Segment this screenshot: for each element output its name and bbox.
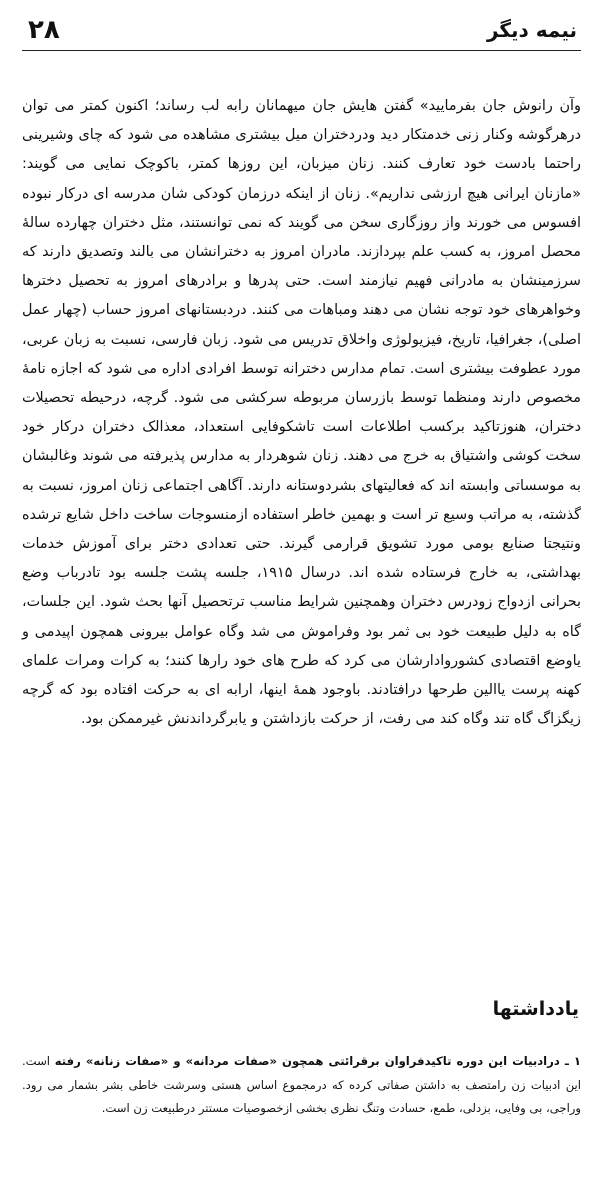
running-title: نیمه دیگر (486, 18, 577, 42)
footnote-1-body: است. این ادبیات زن رامتصف به داشتن صفاتی کرده که درمجموع اساس هستی وسرشت خاطی بشر بشمار می رود. وراجی، بی وفایی، بزدلی، طمع، حسادت وتنگ نظری بخشی ازخصوصیات مستتر درطبیعت زن است. (22, 1054, 581, 1115)
body-paragraph: وآن رانوش جان بفرمایید» گفتن هایش جان میهمانان رابه لب رساند؛ اکنون کمتر می توان درهرگوشه وکنار زنی خدمتکار دید ودردختران میل بیشتری مشاهده می شود که چای وشیرینی راحتما بادست خود تعارف کنند. زنان میزبان، این روزها کمتر، باکوچک نمایی می گویند: «مازنان ایرانی هیچ ارزشی نداریم». زنان از اینکه درزمان کودکی شان مدرسه ای درکار نبوده افسوس می خورند واز روزگاری سخن می گویند که نمی توانستند، مثل دختران چهارده سالهٔ محصل امروز، به کسب علم بپردازند. مادران امروز به دخترانشان می بالند وتصدیق دارند که سرزمینشان به مادرانی فهیم نیازمند است. حتی پدرها و برادرهای امروز به تحصیل دخترها وخواهرهای خود توجه نشان می دهند ومباهات می کنند. دردبستانهای امروز حساب (چهار عمل اصلی)، جغرافیا، تاریخ، فیزیولوژی واخلاق تدریس می شود. زبان فارسی، نسبت به زبان عربی، مورد عطوفت بیشتری است. تمام مدارس دخترانه توسط افرادی اداره می شود که اجازه نامهٔ مخصوص دارند ومنظما توسط بازرسان مربوطه سرکشی می شود. گرچه، درحیطه تحصیلات دختران، هنوزتاکید برکسب اطلاعات است تاشکوفایی استعداد، معذالک دختران درکار خود سخت کوشی واشتیاق به خرج می دهند. زنان شوهردار به مدارس پذیرفته می شوند وغالبشان به موسساتی وابسته اند که فعالیتهای بشردوستانه دارند. آگاهی اجتماعی زنان امروز، نسبت به گذشته، به مراتب وسیع تر است و بهمین خاطر استفاده ازمنسوجات ساخت داخل شایع ترشده ونتیجتا صنایع بومی مورد تشویق قرارمی گیرند. حتی تعدادی دختر برای آموزش خدمات بهداشتی، به خارج فرستاده شده اند. درسال ۱۹۱۵، جلسه پشت جلسه بود تادرباب وضع بحرانی ازدواج زودرس دختران وهمچنین شرایط مناسب ترتحصیل آنها بحث شود. این جلسات، گاه به دلیل طبیعت خود بی ثمر بود وفراموش می شد وگاه عوامل بیرونی همچون اپیدمی و یاوضع اقتصادی کشوروادارشان می کرد که طرح های خود رارها کنند؛ به کرات ومرات علمای کهنه پرست یاالین طرحها درافتادند. باوجود همهٔ اینها، ارابه ای به حرکت افتاده بود که گرچه زیگزاگ گاه تند وگاه کند می رفت، از حرکت بازداشتن و یابرگرداندنش غیرممکن بود. (22, 98, 581, 728)
body-text (22, 92, 581, 734)
footnotes (22, 1050, 581, 1121)
footnote-1 (22, 1050, 581, 1121)
page-number: ۲۸ (28, 15, 60, 45)
notes-heading: یادداشتها (492, 998, 579, 1020)
footnote-1-lead: ۱ ـ درادبیات این دوره تاکیدفراوان برقرائتی همچون «صفات مردانه» و «صفات زنانه» رفته (54, 1054, 581, 1068)
page-header (22, 10, 581, 51)
